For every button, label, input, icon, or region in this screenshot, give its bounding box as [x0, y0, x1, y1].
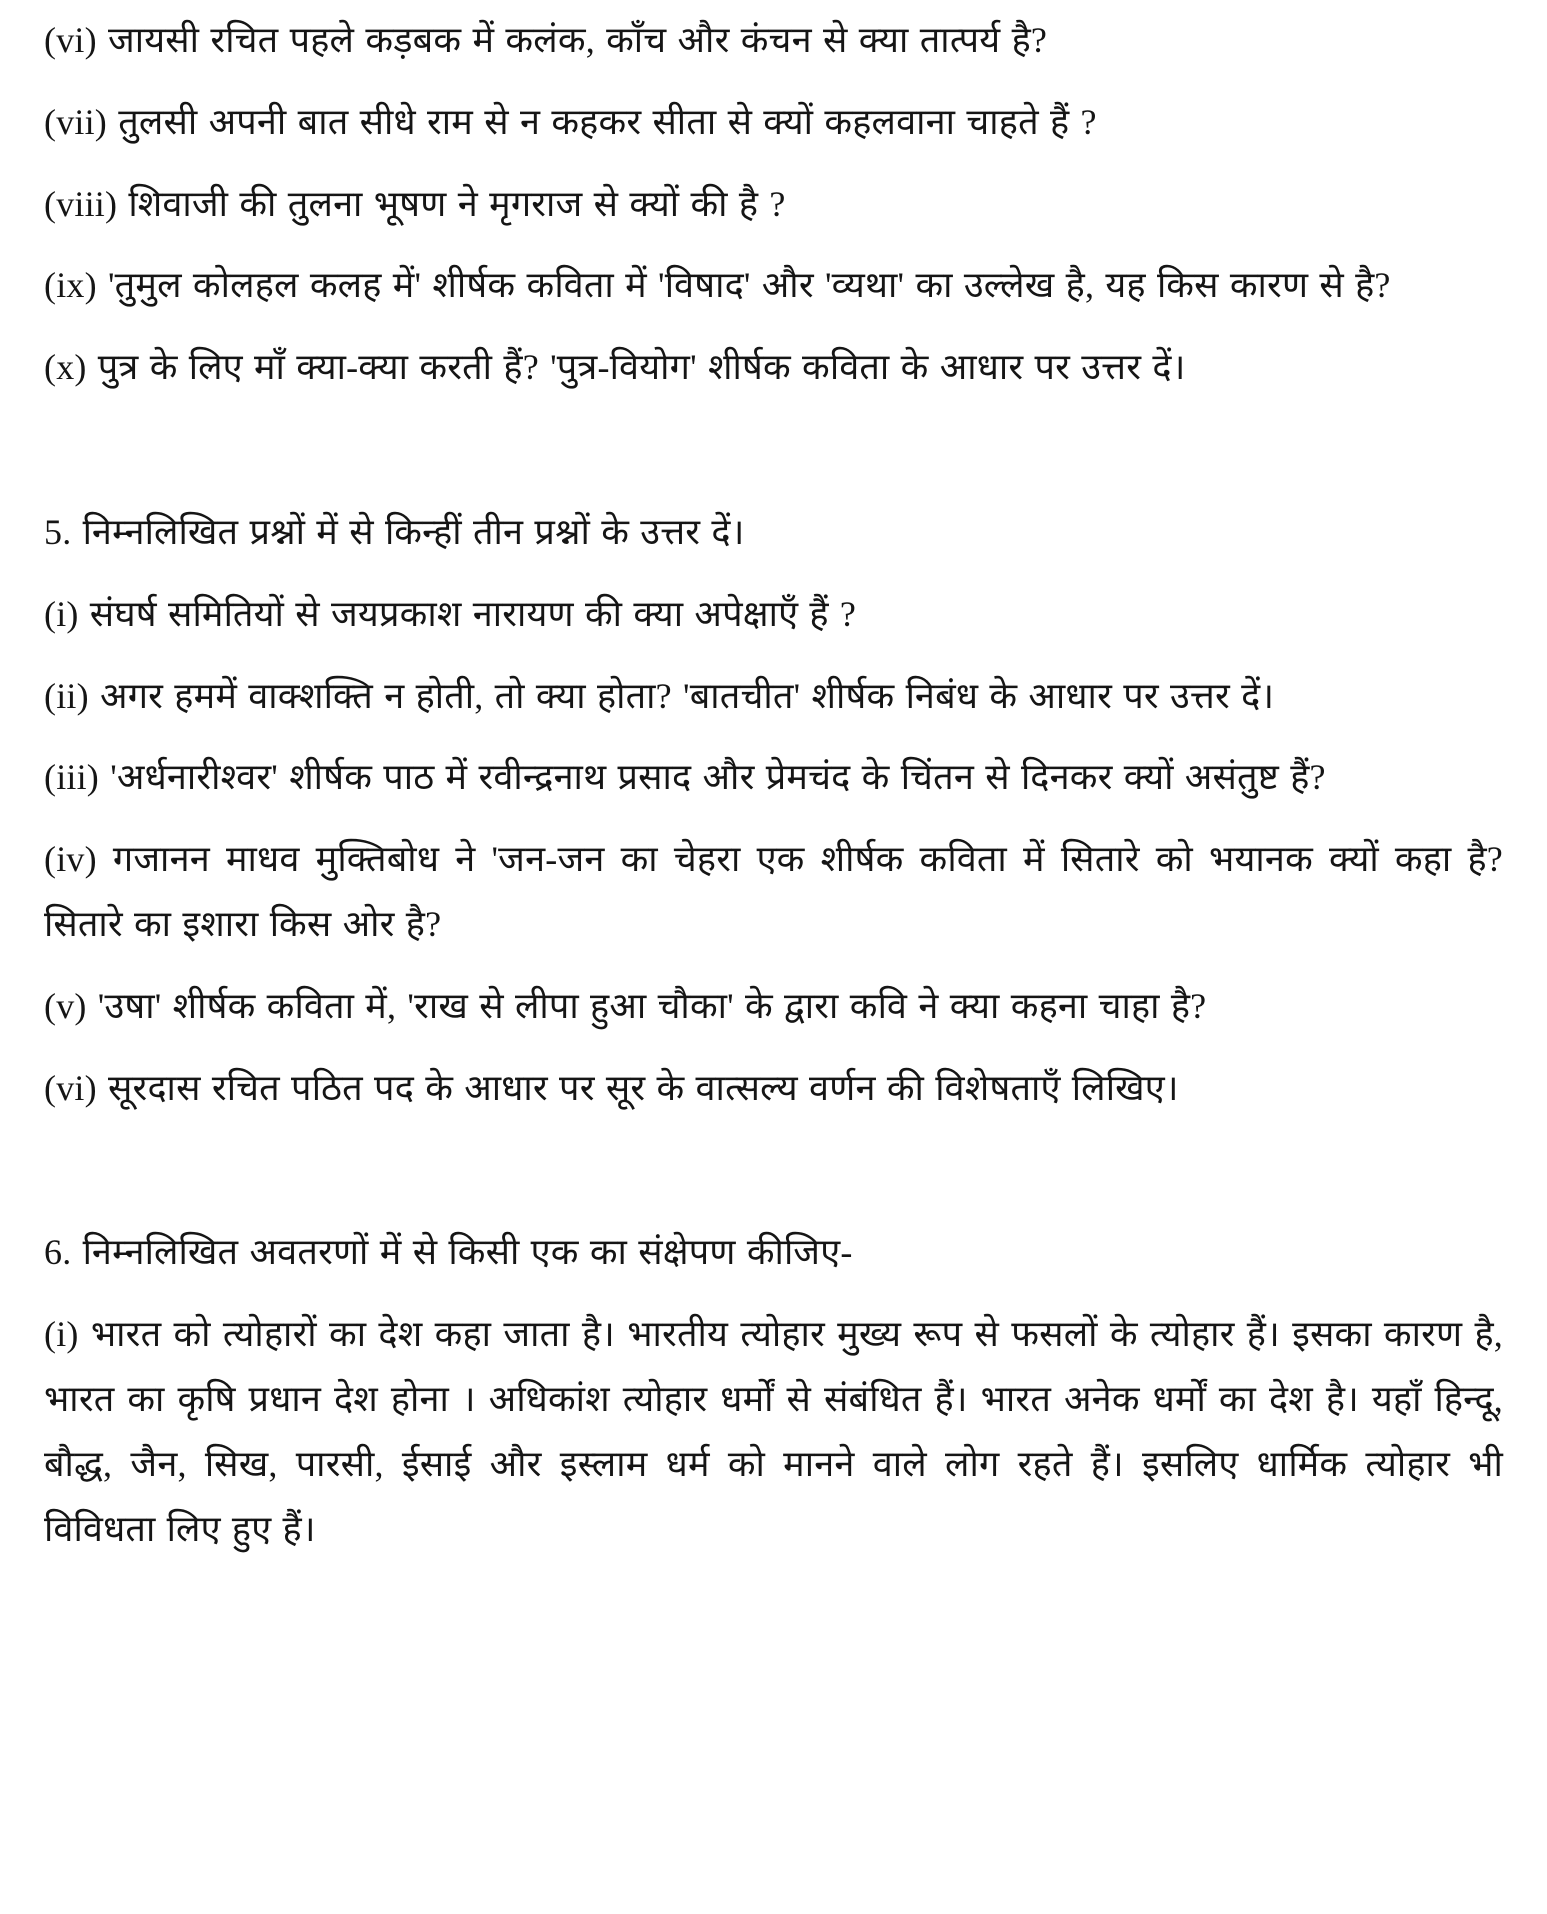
question-label: (iii) — [44, 757, 99, 798]
passage-item — [44, 1302, 1503, 1561]
question-item — [44, 974, 1503, 1039]
section-5-heading — [44, 500, 1503, 565]
section-6 — [44, 1220, 1503, 1561]
section-number: 5. — [44, 511, 72, 552]
question-text: सूरदास रचित पठित पद के आधार पर सूर के वात्सल्य वर्णन की विशेषताएँ लिखिए। — [107, 1067, 1179, 1108]
question-item — [44, 172, 1503, 237]
question-item — [44, 745, 1503, 810]
question-label: (ix) — [44, 265, 97, 306]
question-item — [44, 90, 1503, 155]
question-text: गजानन माधव मुक्तिबोध ने 'जन-जन का चेहरा एक शीर्षक कविता में सितारे को भयानक क्यों कहा है? सितारे का इशारा किस ओर है? — [44, 839, 1503, 944]
question-label: (ii) — [44, 675, 89, 716]
question-item — [44, 582, 1503, 647]
question-text: जायसी रचित पहले कड़बक में कलंक, काँच और कंचन से क्या तात्पर्य है? — [107, 20, 1048, 60]
question-item — [44, 827, 1503, 957]
question-text: 'अर्धनारीश्वर' शीर्षक पाठ में रवीन्द्रनाथ प्रसाद और प्रेमचंद के चिंतन से दिनकर क्यों असंतुष्ट हैं? — [110, 757, 1326, 798]
passage-label: (i) — [44, 1314, 79, 1355]
question-text: पुत्र के लिए माँ क्या-क्या करती हैं? 'पुत्र-वियोग' शीर्षक कविता के आधार पर उत्तर दें। — [97, 347, 1186, 388]
question-item — [44, 335, 1503, 400]
question-label: (v) — [44, 985, 87, 1026]
section-number: 6. — [44, 1232, 72, 1273]
section-heading-text: निम्नलिखित प्रश्नों में से किन्हीं तीन प्रश्नों के उत्तर दें। — [82, 511, 745, 552]
question-item — [44, 1056, 1503, 1121]
passage-text: भारत को त्योहारों का देश कहा जाता है। भारतीय त्योहार मुख्य रूप से फसलों के त्योहार हैं। इसका कारण है, भारत का कृषि प्रधान देश होना । अधिकांश त्योहार धर्मों से संबंधित हैं। भारत अनेक धर्मों का देश है। यहाँ हिन्दू, बौद्ध, जैन, सिख, पारसी, ईसाई और इस्लाम धर्म को मानने वाले लोग रहते हैं। इसलिए धार्मिक त्योहार भी विविधता लिए हुए हैं। — [44, 1314, 1503, 1549]
question-item — [44, 664, 1503, 729]
question-item — [44, 253, 1503, 318]
section-4-questions — [44, 8, 1503, 400]
question-label: (vii) — [44, 101, 107, 142]
question-label: (x) — [44, 347, 87, 388]
question-label: (viii) — [44, 183, 118, 224]
section-6-heading — [44, 1220, 1503, 1285]
question-label: (vi) — [44, 20, 97, 60]
question-label: (vi) — [44, 1067, 97, 1108]
question-label: (i) — [44, 593, 79, 634]
question-label: (iv) — [44, 839, 97, 880]
question-text: 'उषा' शीर्षक कविता में, 'राख से लीपा हुआ चौका' के द्वारा कवि ने क्या कहना चाहा है? — [97, 985, 1207, 1026]
section-5 — [44, 500, 1503, 1120]
question-item — [44, 8, 1503, 73]
question-text: तुलसी अपनी बात सीधे राम से न कहकर सीता से क्यों कहलवाना चाहते हैं ? — [118, 101, 1097, 142]
question-text: शिवाजी की तुलना भूषण ने मृगराज से क्यों की है ? — [128, 183, 786, 224]
question-text: 'तुमुल कोलहल कलह में' शीर्षक कविता में 'विषाद' और 'व्यथा' का उल्लेख है, यह किस कारण से है? — [107, 265, 1391, 306]
question-text: अगर हममें वाक्शक्ति न होती, तो क्या होता? 'बातचीत' शीर्षक निबंध के आधार पर उत्तर दें। — [99, 675, 1275, 716]
section-heading-text: निम्नलिखित अवतरणों में से किसी एक का संक्षेपण कीजिए- — [82, 1232, 853, 1273]
question-text: संघर्ष समितियों से जयप्रकाश नारायण की क्या अपेक्षाएँ हैं ? — [89, 593, 857, 634]
